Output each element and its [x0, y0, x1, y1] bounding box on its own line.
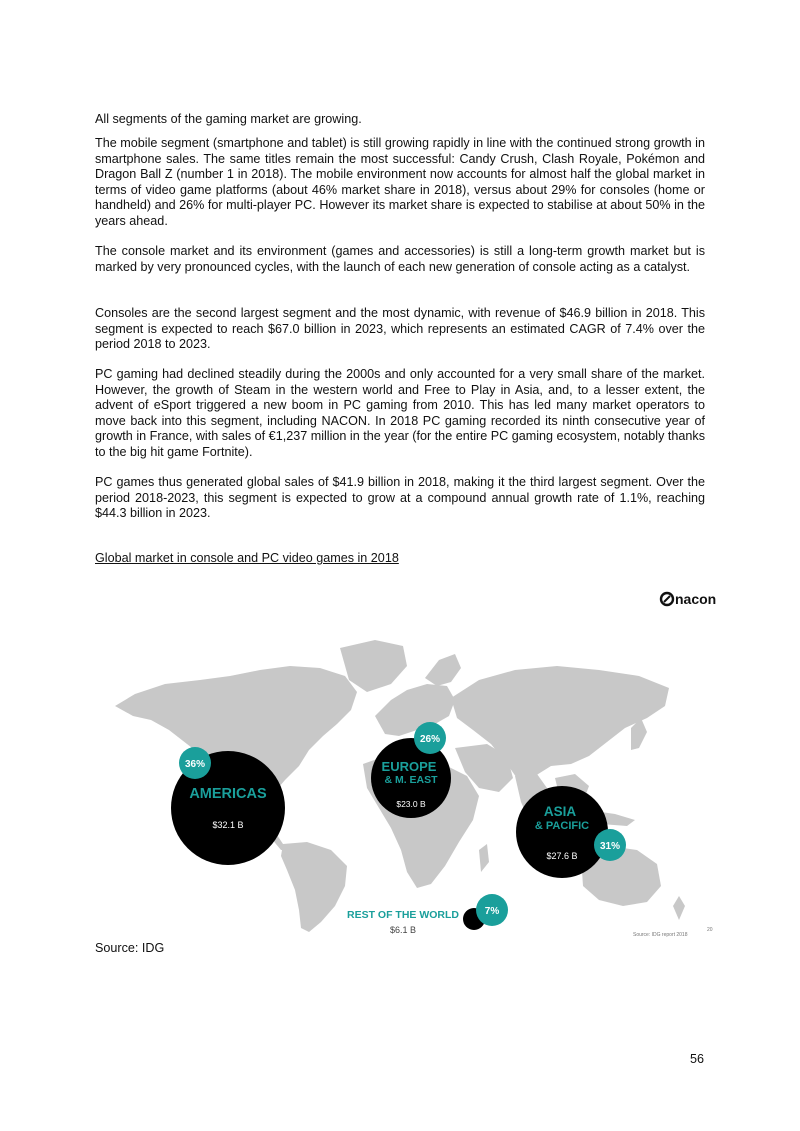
paragraph-console-market: The console market and its environment (games and accessories) is still a long-term growth market but is marked by very pronounced cycles, with the launch of each new generation of console acting as a catalyst. [95, 244, 705, 274]
asia-label-1: ASIA [543, 804, 577, 819]
americas-value: $32.1 B [212, 820, 244, 830]
row-share: 7% [484, 906, 500, 917]
row-label: REST OF THE WORLD [347, 909, 459, 921]
europe-bubble [371, 722, 451, 818]
asia-label-2: & PACIFIC [534, 820, 590, 832]
paragraph-intro: All segments of the gaming market are growing. [95, 112, 362, 126]
map-small-source: Source: IDG report 2018 [633, 932, 688, 938]
map-svg [95, 588, 720, 940]
americas-label: AMERICAS [189, 786, 267, 802]
europe-value: $23.0 B [396, 799, 426, 809]
row-value: $6.1 B [389, 925, 417, 935]
europe-label-2: & M. EAST [384, 774, 438, 786]
americas-share: 36% [184, 759, 206, 770]
logo-text: nacon [675, 591, 717, 607]
map-slide-number: 20 [707, 927, 713, 933]
asia-value: $27.6 B [546, 851, 578, 861]
europe-share: 26% [419, 734, 441, 745]
europe-label-1: EUROPE [381, 759, 437, 774]
paragraph-mobile: The mobile segment (smartphone and tablet) is still growing rapidly in line with the continued strong growth in smartphone sales. The same titles remain the most successful: Candy Crush, Clash Royale, Pokémon and Dragon Ball Z (number 1 in 2018). The mobile environment now accounts for almost half the global market in terms of video game platforms (about 46% market share in 2018), versus about 29% for consoles (home or handheld) and 26% for multi-player PC. However its market share is expected to stabilise at about 50% in the years ahead. [95, 136, 705, 228]
asia-share: 31% [599, 841, 621, 852]
rest-of-world-bubble [347, 894, 508, 935]
page-number: 56 [690, 1052, 705, 1066]
nacon-logo [661, 591, 716, 607]
paragraph-pc-sales: PC games thus generated global sales of $41.9 billion in 2018, making it the third largest segment. Over the period 2018-2023, this segment is expected to grow at a compound annual growth rate of 1.1%, reaching $44.3 billion in 2023. [95, 475, 705, 521]
world-market-map [95, 588, 720, 940]
paragraph-pc-gaming: PC gaming had declined steadily during the 2000s and only accounted for a very small share of the market. However, the growth of Steam in the western world and Free to Play in Asia, and, to a lesser extent, the advent of eSport triggered a new boom in PC gaming from 2010. This has led many market operators to move back into this segment, including NACON. In 2018 PC gaming recorded its ninth consecutive year of growth in France, with sales of €1,237 million in the year (for the entire PC gaming ecosystem, notably thanks to the big hit game Fortnite). [95, 367, 705, 459]
figure-title: Global market in console and PC video games in 2018 [95, 551, 399, 565]
paragraph-consoles-revenue: Consoles are the second largest segment and the most dynamic, with revenue of $46.9 billion in 2018. This segment is expected to reach $67.0 billion in 2023, which represents an estimated CAGR of 7.4% over the period 2018 to 2023. [95, 306, 705, 352]
figure-source: Source: IDG [95, 941, 165, 955]
